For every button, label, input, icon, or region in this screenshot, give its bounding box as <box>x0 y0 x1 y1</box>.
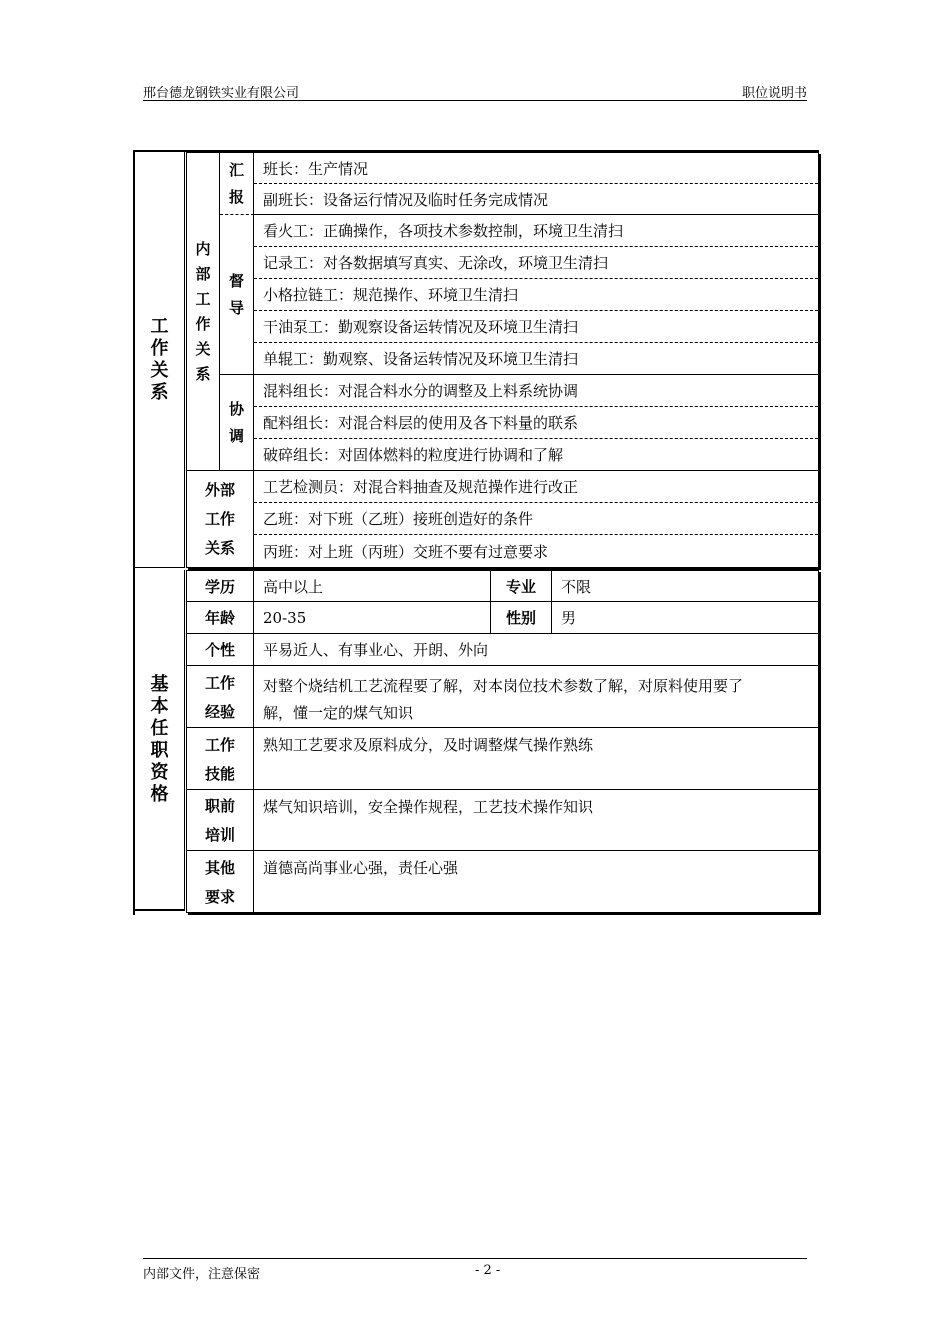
training-value: 煤气知识培训，安全操作规程，工艺技术操作知识 <box>254 790 818 851</box>
personality-value: 平易近人、有事业心、开朗、外向 <box>254 634 818 666</box>
experience-value: 对整个烧结机工艺流程要了解，对本岗位技术参数了解，对原料使用要了 解，懂一定的煤气知识 <box>254 666 818 728</box>
work-relations-box <box>186 152 819 568</box>
external-relations-label: 外部 工作 关系 <box>187 471 254 567</box>
external-item: 工艺检测员：对混合料抽查及规范操作进行改正 <box>254 471 818 503</box>
gender-value: 男 <box>552 602 818 634</box>
skills-label: 工作 技能 <box>187 728 254 790</box>
coordinate-label: 协 调 <box>220 375 254 471</box>
report-item: 班长：生产情况 <box>254 153 818 184</box>
supervise-item: 单辊工：勤观察、设备运转情况及环境卫生清扫 <box>254 343 818 375</box>
internal-relations-content <box>254 153 818 471</box>
training-label: 职前 培训 <box>187 790 254 851</box>
internal-relations-title: 内 部 工 作 关 系 <box>187 153 220 471</box>
gender-label: 性别 <box>491 602 552 634</box>
qualifications-title: 基 本 任 职 资 格 <box>135 570 185 911</box>
external-item: 丙班：对上班（丙班）交班不要有过意要求 <box>263 542 549 561</box>
page-footer <box>143 1258 807 1282</box>
qualifications-box <box>186 570 819 913</box>
education-value: 高中以上 <box>254 571 491 602</box>
external-relations-content <box>254 471 818 567</box>
coordinate-item: 配料组长：对混合料层的使用及各下料量的联系 <box>254 407 818 439</box>
experience-label: 工作 经验 <box>187 666 254 728</box>
education-label: 学历 <box>187 571 254 602</box>
confidential-note: 内部文件，注意保密 <box>143 1267 261 1282</box>
other-requirements-label: 其他 要求 <box>187 851 254 912</box>
coordinate-item: 混料组长：对混合料水分的调整及上料系统协调 <box>254 375 818 407</box>
supervise-item: 看火工：正确操作，各项技术参数控制，环境卫生清扫 <box>254 215 818 247</box>
supervise-item: 干油泵工：勤观察设备运转情况及环境卫生清扫 <box>254 311 818 343</box>
document-title: 职位说明书 <box>741 86 807 101</box>
external-item: 乙班：对下班（乙班）接班创造好的条件 <box>254 503 818 535</box>
report-item: 副班长：设备运行情况及临时任务完成情况 <box>254 184 818 215</box>
age-label: 年龄 <box>187 602 254 634</box>
company-name: 邢台德龙钢铁实业有限公司 <box>143 86 300 101</box>
major-label: 专业 <box>491 571 552 602</box>
age-value: 20-35 <box>254 602 491 634</box>
skills-value: 熟知工艺要求及原料成分，及时调整煤气操作熟练 <box>254 728 818 790</box>
major-value: 不限 <box>552 571 818 602</box>
supervise-label: 督 导 <box>220 215 254 375</box>
personality-label: 个性 <box>187 634 254 666</box>
report-label: 汇 报 <box>220 153 254 215</box>
other-requirements-value: 道德高尚事业心强，责任心强 <box>263 859 459 877</box>
coordinate-item: 破碎组长：对固体燃料的粒度进行协调和了解 <box>263 446 564 464</box>
page-number: - 2 - <box>475 1263 501 1278</box>
supervise-item: 记录工：对各数据填写真实、无涂改，环境卫生清扫 <box>254 247 818 279</box>
work-relations-title: 工 作 关 系 <box>135 152 185 568</box>
page-header <box>143 80 807 101</box>
job-description-table <box>133 150 819 915</box>
supervise-item: 小格拉链工：规范操作、环境卫生清扫 <box>254 279 818 311</box>
